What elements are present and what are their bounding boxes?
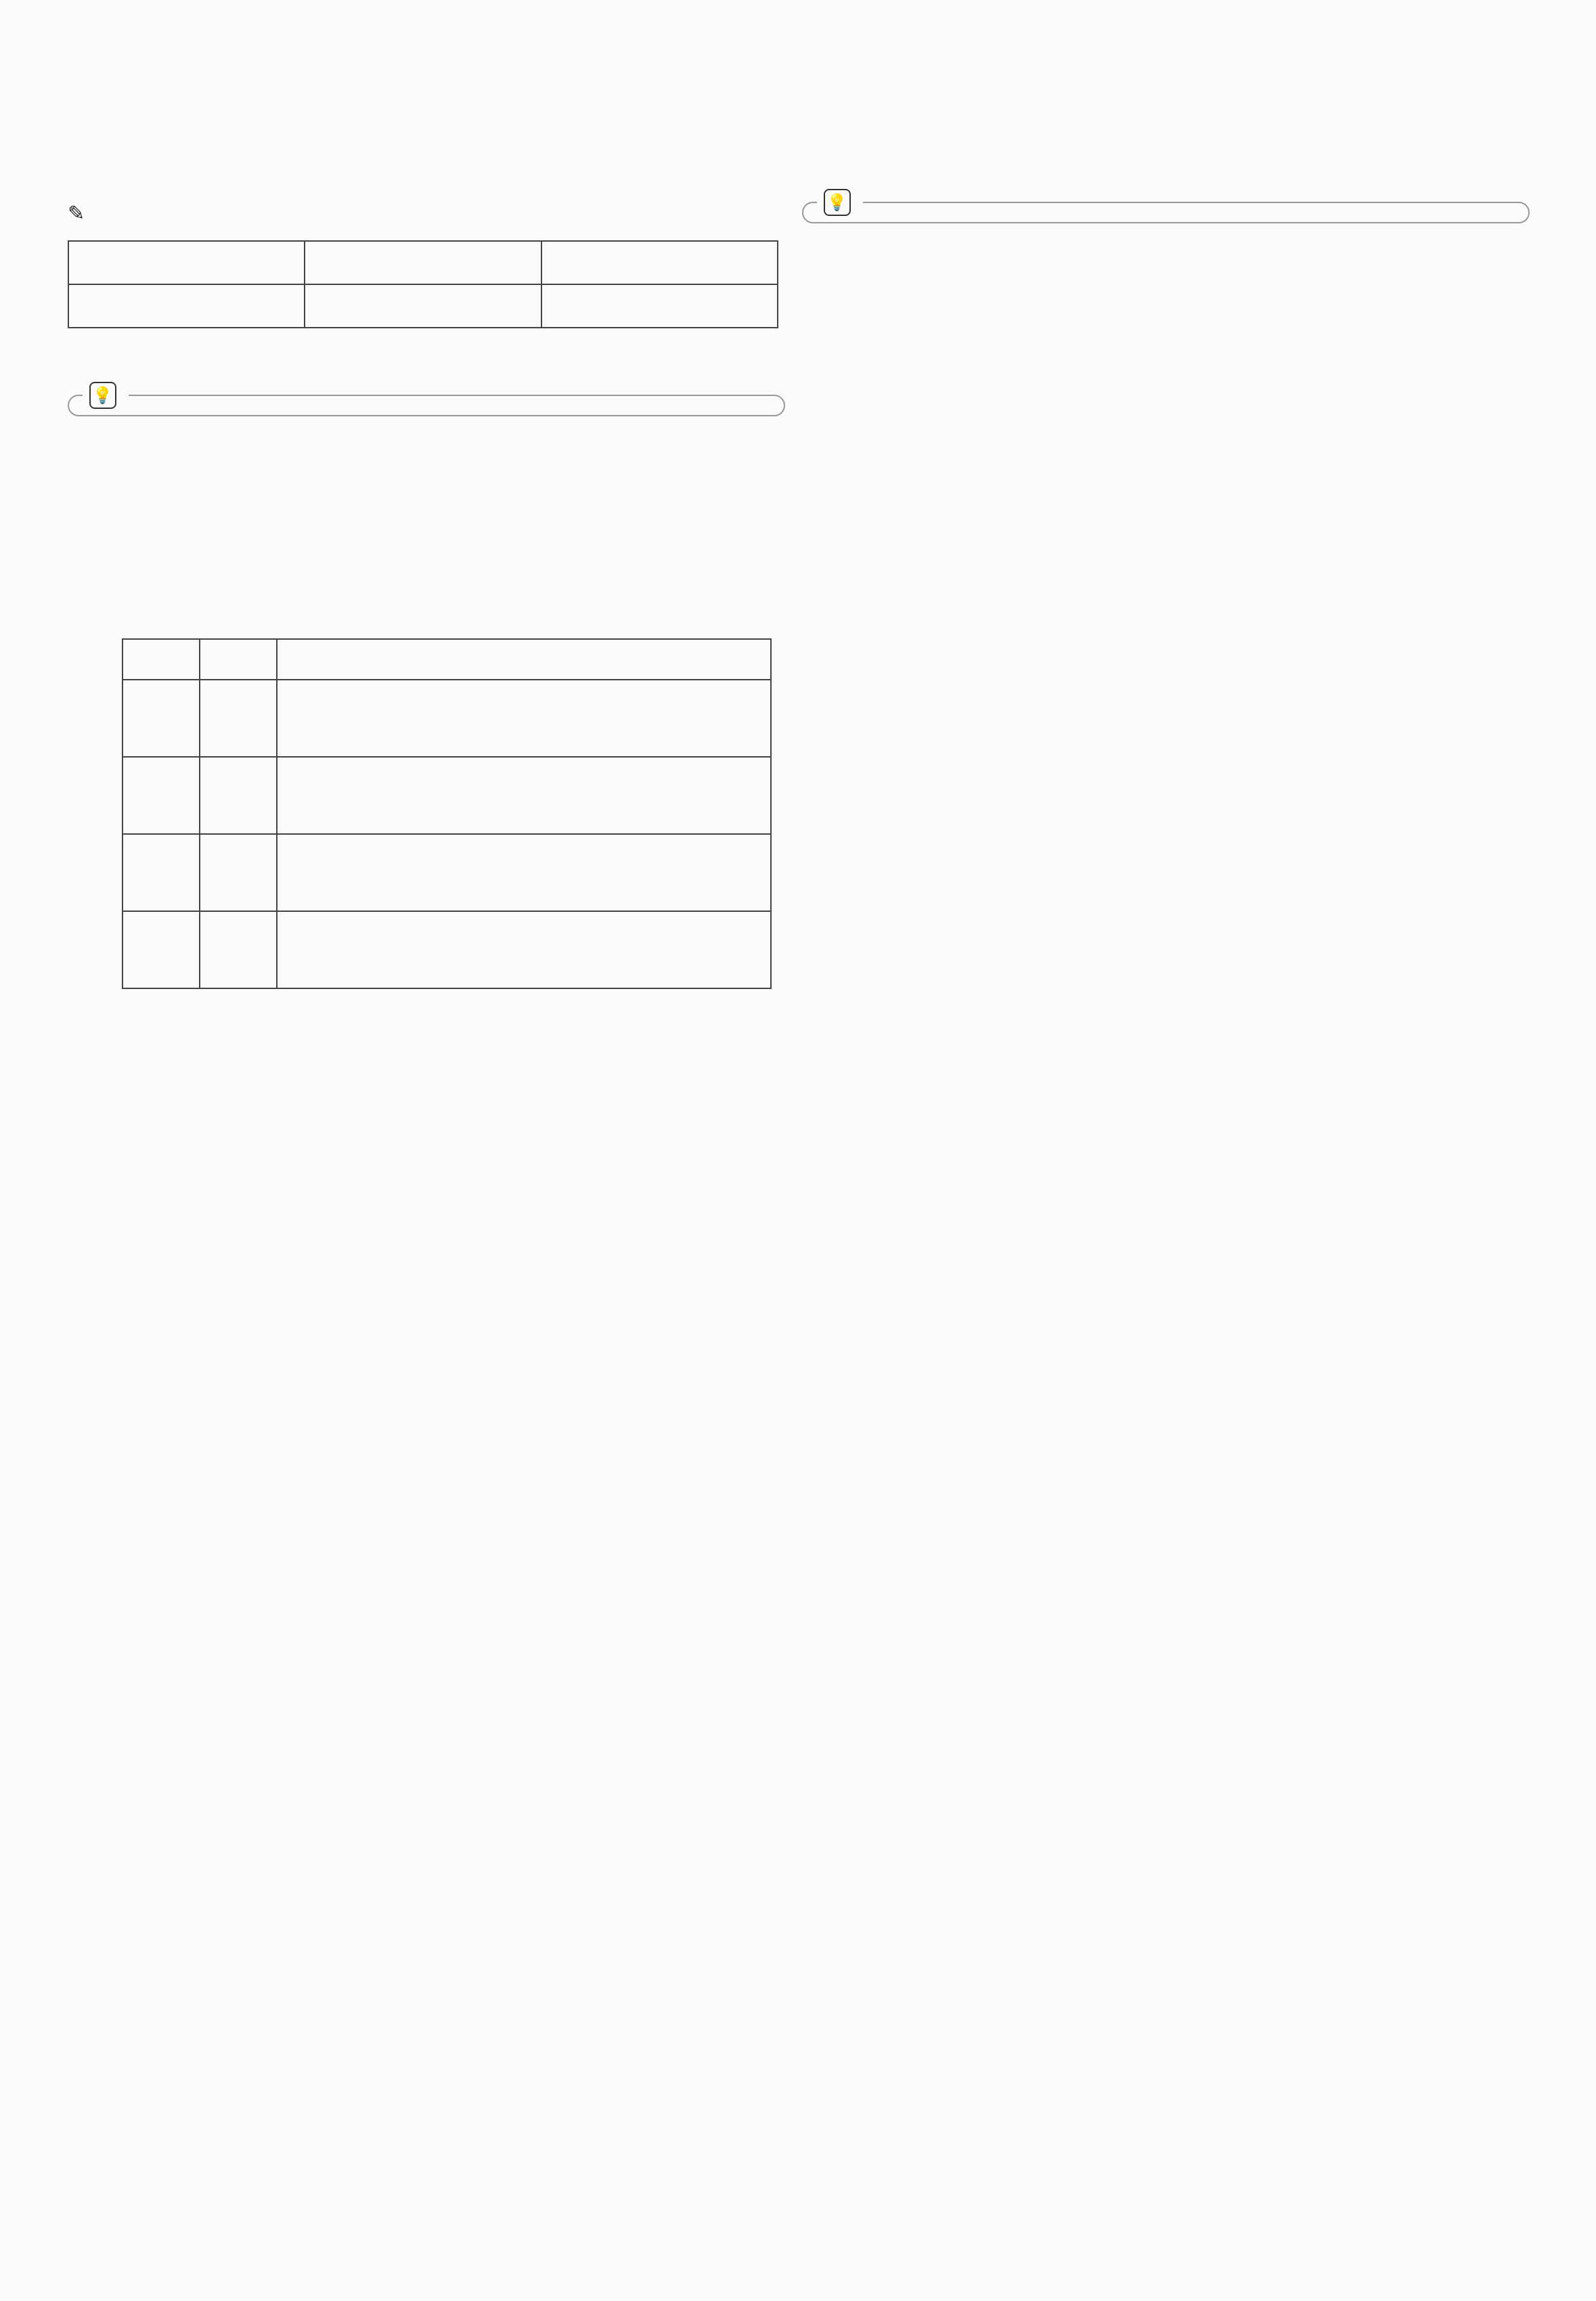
q2 [68,426,785,466]
pitfall-box [68,386,785,416]
lightbulb-icon: 💡 [89,382,116,409]
q10 [802,142,1530,183]
key-tag [817,183,863,218]
pencil-icon: ✎ [68,202,85,225]
q6-analysis-table [122,638,772,989]
q6-cell [123,911,200,988]
q1 [68,335,785,376]
q6-cell [200,757,277,834]
q17 [802,573,1530,613]
tip-heading [68,142,785,180]
q6-cell [277,834,771,911]
q16 [802,532,1530,573]
fill-row-1 [68,241,778,284]
answer-table [68,241,778,328]
q6-cell [277,680,771,757]
q12 [802,291,1530,332]
q5 [68,548,785,588]
q7 [68,999,785,1039]
right-column [802,102,1530,613]
fill-cell [541,284,778,328]
lightbulb-icon: 💡 [824,189,851,216]
fill-cell [305,241,541,284]
q6 [68,588,785,629]
q6-cell [123,680,200,757]
q6-cell [200,680,277,757]
q6-header-cell [123,639,200,680]
q6-row [123,834,771,911]
q6-header-cell [277,639,771,680]
q14 [802,431,1530,491]
quick-check-heading [68,194,785,234]
q3 [68,466,785,507]
method-heading [802,332,1530,370]
q6-cell [200,911,277,988]
left-column [68,102,785,1080]
q13 [802,370,1530,431]
q6-row [123,680,771,757]
q6-row [123,757,771,834]
fill-cell [68,284,305,328]
q6-cell [123,834,200,911]
q4 [68,507,785,548]
fill-row-2 [68,284,778,328]
fill-cell [541,241,778,284]
q8 [68,1039,785,1080]
q15 [802,491,1530,532]
q6-cell [200,834,277,911]
q9 [802,102,1530,142]
q6-header-row [123,639,771,680]
derivation-score-line [68,102,785,142]
q6-cell [123,757,200,834]
q6-header-cell [200,639,277,680]
pitfall-tag [83,376,129,411]
fill-cell [68,241,305,284]
q6-cell [277,911,771,988]
q6-row [123,911,771,988]
fill-cell [305,284,541,328]
key-box [802,193,1530,223]
q11 [802,233,1530,291]
q6-cell [277,757,771,834]
